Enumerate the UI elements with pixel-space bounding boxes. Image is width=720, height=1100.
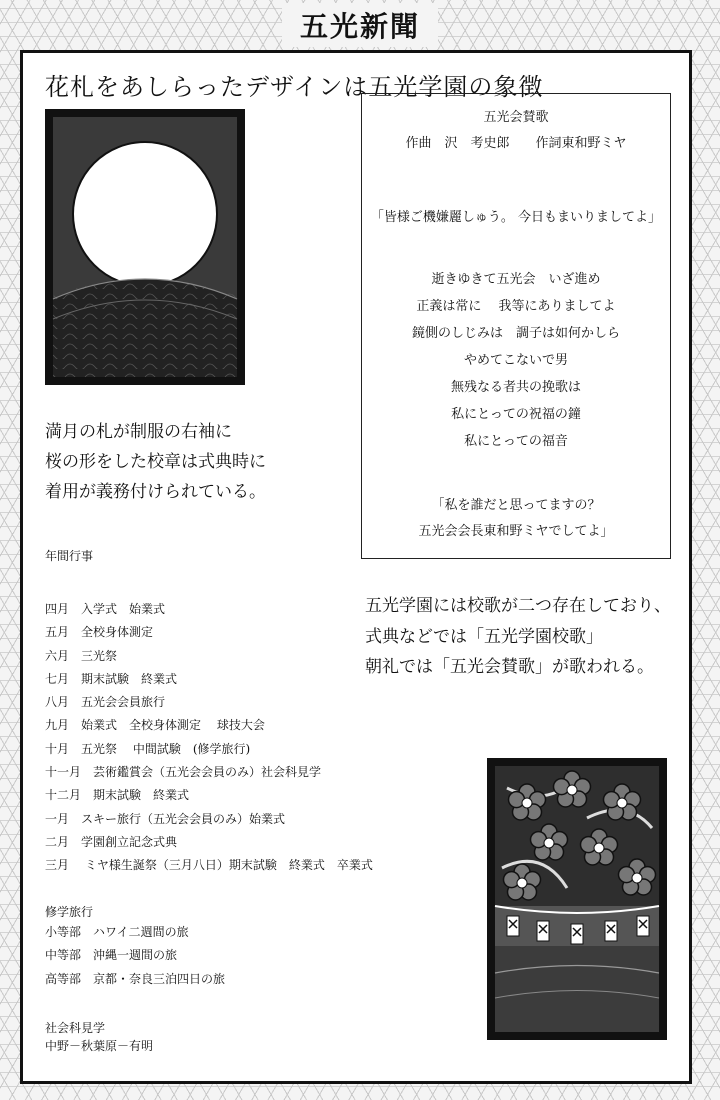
school-trip-list — [45, 921, 225, 991]
list-item: 八月 五光会会員旅行 — [45, 695, 166, 710]
list-item: 十一月 芸術鑑賞会（五光会会員のみ）社会科見学 — [45, 765, 322, 780]
anthem-verse: やめてこないで男 — [463, 353, 568, 368]
list-item: 中等部 沖縄一週間の旅 — [45, 948, 178, 963]
list-item: 七月 期末試験 終業式 — [45, 671, 178, 686]
annual-events-list — [45, 598, 373, 878]
list-item: 三月 ミヤ様生誕祭（三月八日）期末試験 終業式 卒業式 — [45, 858, 373, 873]
list-item: 九月 始業式 全校身体測定 球技大会 — [45, 718, 265, 733]
anthem-verse: 正義は常に 我等にありましてよ — [416, 299, 616, 314]
headline: 花札をあしらったデザインは五光学園の象徴 — [45, 73, 544, 101]
list-item: 中野－秋葉原－有明 — [45, 1039, 154, 1053]
anthem-note-line: 式典などでは「五光学園校歌」 — [365, 626, 603, 647]
anthem-verse: 鏡側のしじみは 調子は如何かしら — [411, 326, 620, 341]
anthem-box — [361, 93, 671, 559]
list-item: 十月 五光祭 中間試験 (修学旅行) — [45, 741, 251, 756]
school-trip-heading: 修学旅行 — [45, 905, 94, 919]
list-item: 一月 スキー旅行（五光会会員のみ）始業式 — [45, 811, 286, 826]
anthem-opening-quote: 「皆様ご機嫌麗しゅう。 今日もまいりましてよ」 — [370, 210, 662, 225]
anthem-credits: 作曲 沢 考史郎 作詞東和野ミヤ — [405, 136, 627, 151]
anthem-verse: 逝きゆきて五光会 いざ進め — [431, 272, 601, 287]
list-item: 五月 全校身体測定 — [45, 625, 154, 640]
anthem-closing-quote: 「私を誰だと思ってますの？ — [431, 498, 601, 513]
anthem-title: 五光会賛歌 — [483, 110, 549, 125]
anthem-verse: 私にとっての福音 — [464, 434, 568, 449]
moon-caption-line: 満月の札が制服の右袖に — [45, 422, 232, 442]
social-study-heading: 社会科見学 — [45, 1021, 106, 1035]
list-item: 高等部 京都・奈良三泊四日の旅 — [45, 971, 226, 986]
social-study-list — [45, 1035, 153, 1058]
cherry-hanafuda-card — [487, 758, 667, 1040]
moon-caption-line: 桜の形をした校章は式典時に — [45, 452, 266, 472]
list-item: 十二月 期末試験 終業式 — [45, 788, 190, 803]
annual-events-heading: 年間行事 — [45, 549, 94, 563]
moon-caption — [45, 417, 266, 507]
anthem-note-line: 朝礼では「五光会賛歌」が歌われる。 — [365, 657, 654, 677]
list-item: 二月 学園創立記念式典 — [45, 834, 178, 849]
anthem-verse: 私にとっての祝福の鐘 — [451, 407, 581, 422]
list-item: 四月 入学式 始業式 — [45, 602, 166, 616]
moon-caption-line: 着用が義務付けられている。 — [45, 482, 266, 502]
moon-hanafuda-card — [45, 109, 245, 385]
anthem-note-line: 五光学園には校歌が二つ存在しており、 — [365, 596, 671, 616]
anthem-note — [365, 591, 671, 683]
anthem-closing-quote: 五光会会長東和野ミヤでしてよ」 — [418, 524, 614, 539]
masthead — [0, 0, 720, 50]
anthem-verse: 無残なる者共の挽歌は — [450, 380, 581, 395]
article-frame — [20, 50, 692, 1084]
list-item: 小等部 ハワイ二週間の旅 — [45, 925, 189, 939]
list-item: 六月 三光祭 — [45, 648, 118, 663]
newspaper-title: 五光新聞 — [282, 3, 438, 47]
